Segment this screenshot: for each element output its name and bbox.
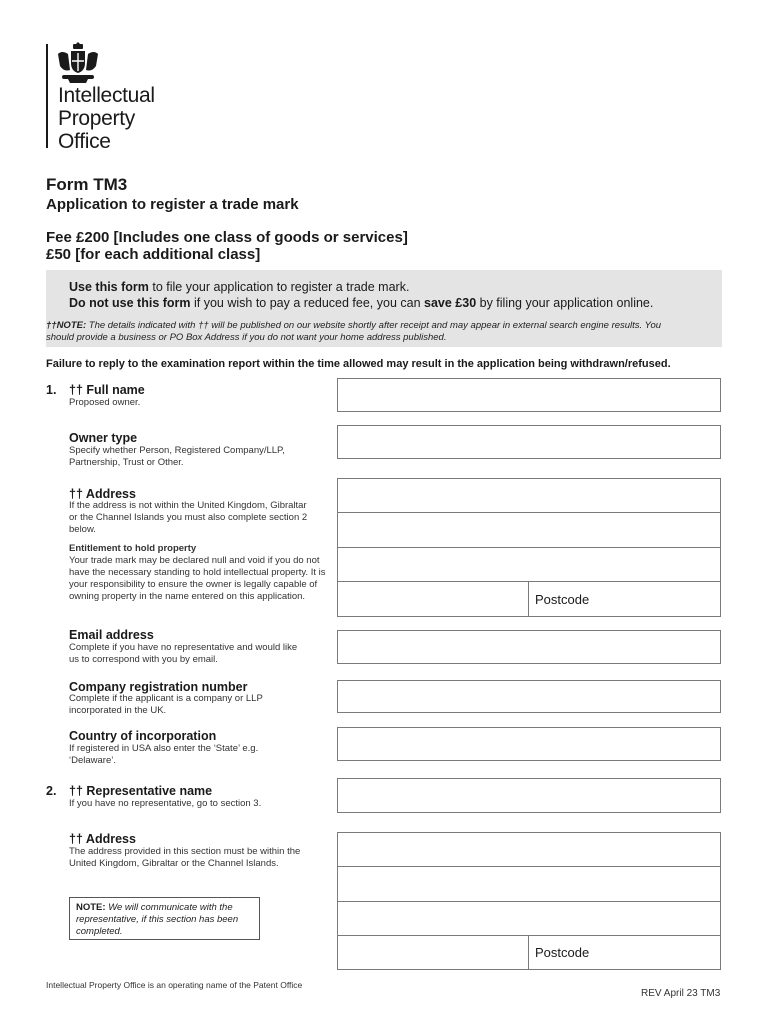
rep-address-help: The address provided in this section must be within the United Kingdom, Gibraltar or the Channel Islands. (69, 846, 301, 869)
owner-postcode-field[interactable] (528, 582, 589, 616)
email-field[interactable] (337, 630, 721, 664)
rep-name-field[interactable] (337, 778, 721, 813)
rep-note-box: NOTE: We will communicate with the representative, if this section has been completed. (69, 897, 260, 940)
entitlement-text: Your trade mark may be declared null and void if you do not have the necessary standing to hold intellectual property. It is your responsibility to ensure the owner is legally capable of owning property in the name entered on this application. (69, 555, 326, 602)
rep-name-label: †† Representative name (69, 784, 213, 798)
country-help: If registered in USA also enter the ‘State’ e.g. ‘Delaware’. (69, 743, 259, 766)
logo-divider (46, 44, 48, 148)
company-reg-label: Company registration number (69, 680, 248, 694)
rep-address-line-2[interactable] (338, 867, 720, 902)
warning-text: Failure to reply to the examination report within the time allowed may result in the application being withdrawn/refused. (46, 358, 671, 370)
email-help: Complete if you have no representative and would like us to correspond with you by email. (69, 642, 298, 665)
fee-line-2: £50 [for each additional class] (46, 246, 261, 263)
entitlement-title: Entitlement to hold property (69, 543, 197, 554)
postcode-label: Postcode (535, 591, 590, 607)
owner-type-label: Owner type (69, 431, 138, 445)
form-subtitle: Application to register a trade mark (46, 196, 299, 213)
section-1-number: 1. (46, 383, 57, 397)
rep-address-line-4[interactable] (338, 936, 720, 969)
company-reg-field[interactable] (337, 680, 721, 713)
owner-address-line-2[interactable] (338, 513, 720, 548)
rep-address-block (337, 832, 721, 970)
org-name-line-2: Property (58, 107, 135, 130)
rep-address-label: †† Address (69, 832, 136, 846)
publication-note-line-1: ††NOTE: The details indicated with †† will be published on our website shortly after receipt and may appear in external search engine results. You (46, 320, 662, 331)
fee-line-1: Fee £200 [Includes one class of goods or services] (46, 229, 408, 246)
country-label: Country of incorporation (69, 729, 217, 743)
owner-address-block (337, 478, 721, 617)
owner-type-field[interactable] (337, 425, 721, 459)
do-not-use-line: Do not use this form if you wish to pay a reduced fee, you can save £30 by filing your application online. (69, 296, 654, 310)
rep-address-line-3[interactable] (338, 902, 720, 936)
owner-address-line-3[interactable] (338, 548, 720, 582)
full-name-help: Proposed owner. (69, 397, 141, 408)
full-name-label: †† Full name (69, 383, 145, 397)
use-form-line: Use this form to file your application to register a trade mark. (69, 280, 410, 294)
form-title: Form TM3 (46, 175, 128, 194)
full-name-field[interactable] (337, 378, 721, 412)
org-name-line-1: Intellectual (58, 84, 155, 107)
rep-address-line-1[interactable] (338, 833, 720, 867)
section-2-number: 2. (46, 784, 57, 798)
postcode-label: Postcode (535, 945, 590, 960)
footer-note: Intellectual Property Office is an operating name of the Patent Office (46, 980, 303, 990)
rep-name-help: If you have no representative, go to section 3. (69, 798, 262, 809)
owner-address-label: †† Address (69, 487, 136, 501)
form-revision: REV April 23 TM3 (641, 988, 721, 999)
owner-address-line-1[interactable] (338, 479, 720, 513)
owner-type-help: Specify whether Person, Registered Company/LLP, Partnership, Trust or Other. (69, 445, 285, 468)
country-field[interactable] (337, 727, 721, 761)
org-name-line-3: Office (58, 130, 111, 153)
company-reg-help: Complete if the applicant is a company or LLP incorporated in the UK. (69, 693, 263, 716)
publication-note-line-2: should provide a business or PO Box Address if you do not want your home address published. (46, 332, 447, 343)
email-label: Email address (69, 628, 154, 642)
owner-address-line-4[interactable] (338, 582, 720, 616)
royal-crest-icon (54, 42, 102, 84)
owner-address-help: If the address is not within the United Kingdom, Gibraltar or the Channel Islands you must also complete section 2 below. (69, 500, 308, 535)
rep-postcode-field[interactable] (528, 936, 589, 969)
